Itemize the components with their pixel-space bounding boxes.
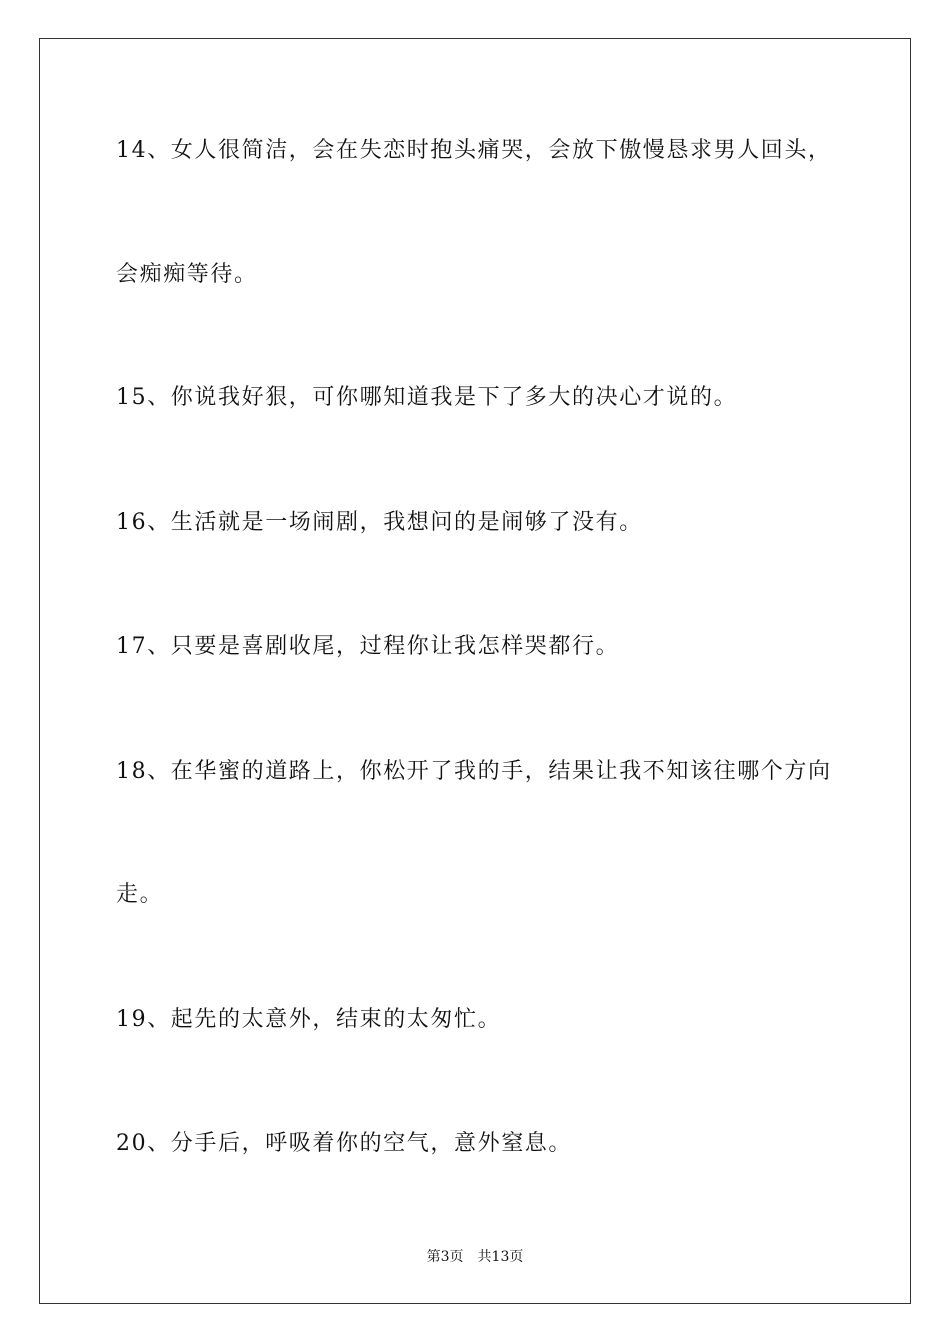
- page-number: 第3页: [426, 1249, 464, 1265]
- text-line-15: 15、你说我好狠，可你哪知道我是下了多大的决心才说的。: [116, 385, 738, 410]
- page-total: 共13页: [477, 1249, 524, 1265]
- text-line-18b: 走。: [116, 882, 164, 907]
- text-line-20: 20、分手后，呼吸着你的空气，意外窒息。: [116, 1131, 572, 1156]
- text-line-19: 19、起先的太意外，结束的太匆忙。: [116, 1007, 502, 1032]
- text-line-17: 17、只要是喜剧收尾，过程你让我怎样哭都行。: [116, 634, 620, 659]
- page-frame: [39, 38, 911, 1304]
- text-line-16: 16、生活就是一场闹剧，我想问的是闹够了没有。: [116, 510, 643, 535]
- text-line-18a: 18、在华蜜的道路上，你松开了我的手，结果让我不知该往哪个方向: [116, 759, 832, 784]
- text-line-14b: 会痴痴等待。: [116, 262, 258, 287]
- page-footer: [0, 1247, 950, 1267]
- text-line-14a: 14、女人很简洁，会在失恋时抱头痛哭，会放下傲慢恳求男人回头，: [116, 138, 832, 163]
